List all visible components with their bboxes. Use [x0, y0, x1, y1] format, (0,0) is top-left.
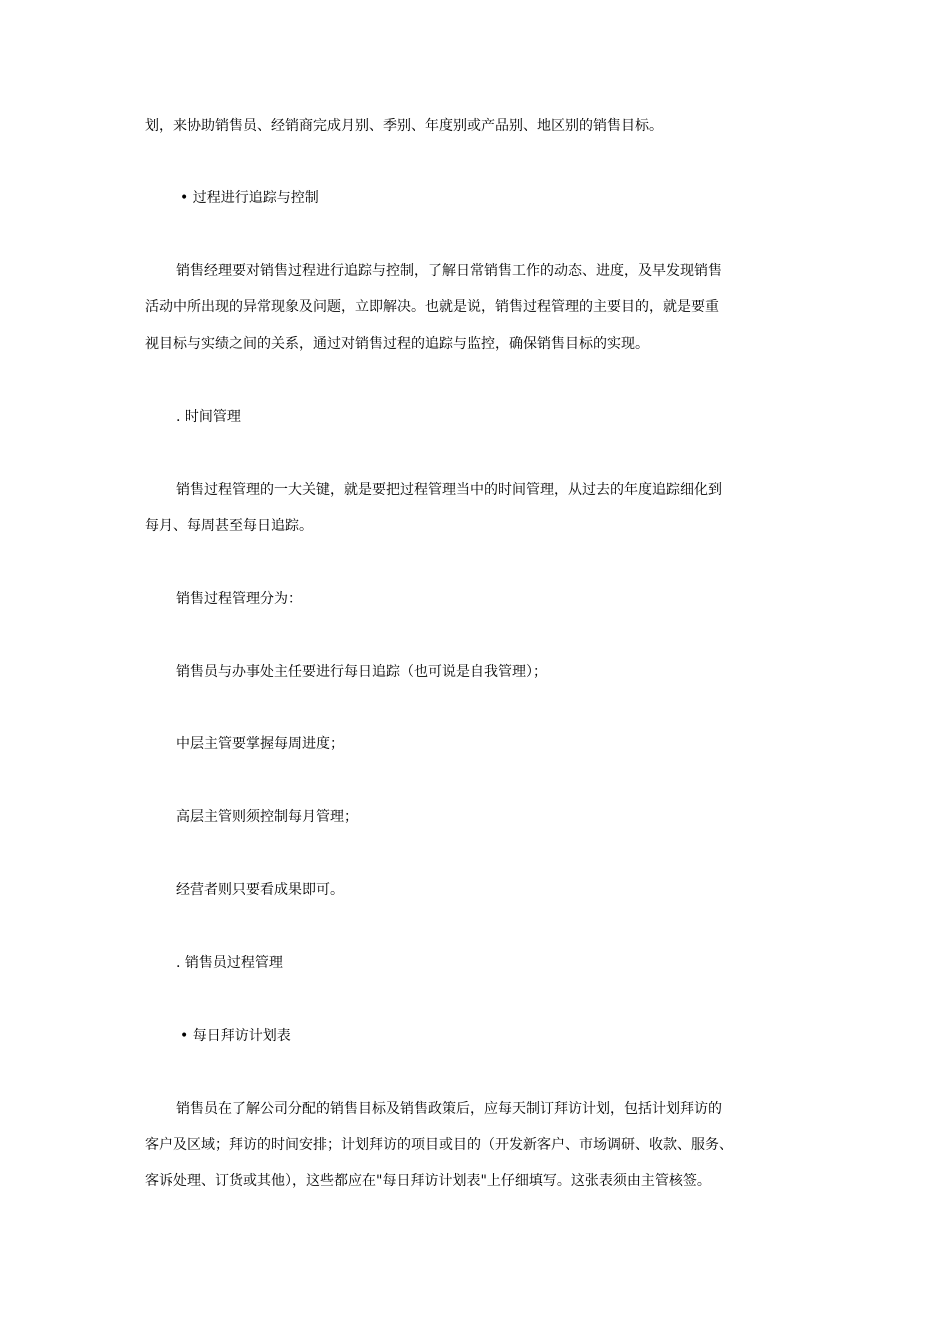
paragraph-line: 视目标与实绩之间的关系，通过对销售过程的追踪与监控，确保销售目标的实现。	[145, 336, 649, 352]
section-heading: . 时间管理	[176, 409, 241, 425]
paragraph-line: 销售过程管理的一大关键，就是要把过程管理当中的时间管理，从过去的年度追踪细化到	[176, 482, 722, 498]
list-item: 高层主管则须控制每月管理；	[176, 809, 358, 825]
paragraph-line: 每月、每周甚至每日追踪。	[145, 518, 313, 534]
list-item: 销售员与办事处主任要进行每日追踪（也可说是自我管理）；	[176, 664, 547, 680]
section-heading: . 销售员过程管理	[176, 955, 283, 971]
paragraph-line: 客户及区域；拜访的时间安排；计划拜访的项目或目的（开发新客户、市场调研、收款、服务、	[145, 1137, 733, 1153]
list-item: 经营者则只要看成果即可。	[176, 882, 344, 898]
paragraph-line: 销售过程管理分为：	[176, 591, 302, 607]
paragraph-line: 划，来协助销售员、经销商完成月别、季别、年度别或产品别、地区别的销售目标。	[145, 118, 663, 134]
paragraph-line: 客诉处理、订货或其他），这些都应在"每日拜访计划表"上仔细填写。这张表须由主管核签。	[145, 1173, 711, 1189]
paragraph-line: 活动中所出现的异常现象及问题，立即解决。也就是说，销售过程管理的主要目的，就是要重	[145, 299, 719, 315]
list-item: 中层主管要掌握每周进度；	[176, 736, 344, 752]
section-heading: • 每日拜访计划表	[180, 1028, 291, 1044]
paragraph-line: 销售经理要对销售过程进行追踪与控制，了解日常销售工作的动态、进度，及早发现销售	[176, 263, 722, 279]
section-heading: • 过程进行追踪与控制	[180, 190, 319, 206]
paragraph-line: 销售员在了解公司分配的销售目标及销售政策后，应每天制订拜访计划，包括计划拜访的	[176, 1101, 722, 1117]
